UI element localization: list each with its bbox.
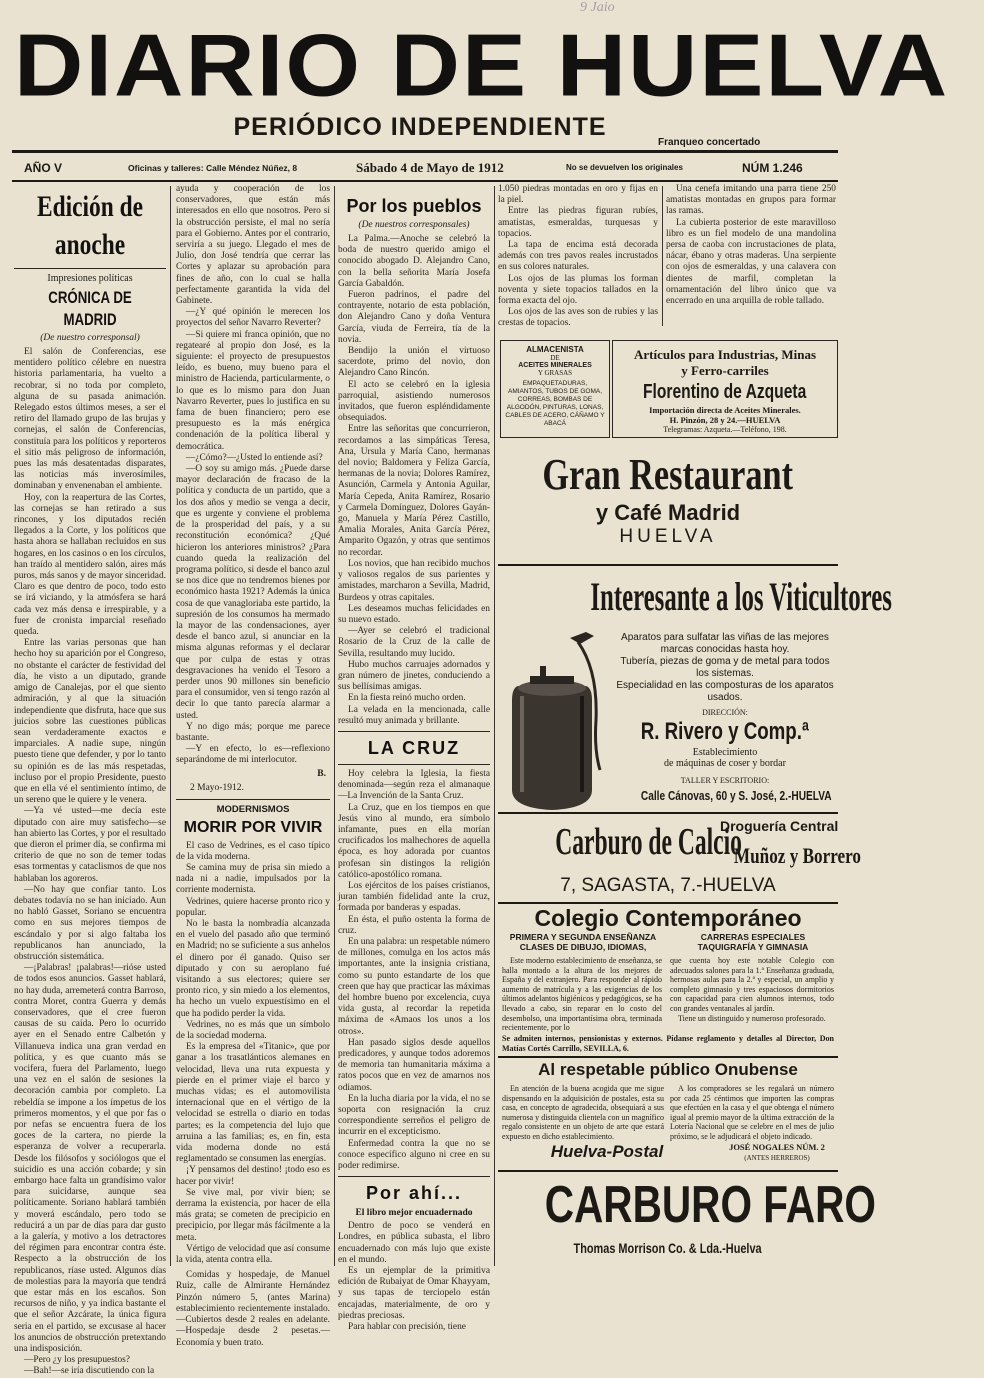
ad-text: En atención de la buena acogida que me sigue dispensando en la adquisición de postales, esta su casa, en concepto de agradecida, obsequiará a sus numerosa y distinguida clientela con un magnífico regalo consistente en un objeto de arte que estará expuesto en dicho establecimiento. (502, 1084, 664, 1141)
paragraph: Es un ejemplar de la primitiva edición de Rubaiyat de Omar Khayyam, y sus tapas de terciopelo están encajadas, materialmente, de oro y piedras preciosas. (338, 1266, 490, 1321)
column-divider (170, 186, 171, 1266)
paragraph: Se vive mal, por vivir bien; se derrama la existencia, por hacer de ella más grata; se cometen de precipicio en precipicio, por llegar más fácilmente a la meta. (176, 1187, 330, 1243)
ad-column (670, 956, 834, 1023)
ad-text: y Ferro-carriles (681, 363, 769, 378)
paragraph: Entre las señoritas que concurrieron, recordamos a las simpáticas Teresa, Ana, Ursula y María Cano, hermanas del novio; Baldomera y Feliza García, hermanas de la novia; Dolores Ramírez, Asunción, Carmela y Antonia Aguilar, María Cepeda, Anita Ramírez, Rosario y Carmela Domínguez, Dolores Gayán-go, Manuela y María Pérez Castillo, Amalia Morales, Anita García Pérez, Amparito Ogazón, y otras que sentimos no recordar. (338, 424, 490, 558)
ad-headline (498, 450, 838, 500)
rule (498, 564, 838, 566)
ad-text: EMPAQUETADURAS, AMIANTOS, TUBOS DE GOMA, CORREAS, BOMBAS DE ALGODÓN, PINTURAS, LONAS, CABLES DE ACERO, CÁÑAMO Y ABACÁ (505, 380, 605, 427)
ad-column (502, 956, 662, 1033)
ad-headline: Colegio Contemporáneo (534, 905, 802, 931)
paragraph: 1.050 piedras montadas en oro y fijas en la piel. (498, 184, 658, 206)
paragraph: Comidas y hospedaje, de Manuel Ruiz, calle de Almirante Hernández Pinzón número 5, (antes Marina) establecimiento recientemente instalado. —Cubiertos desde 2 reales en adelante. —Hospedaje desde 2 pesetas.—Economía y buen trato. (176, 1270, 330, 1348)
ad-carburo-calcio (498, 814, 862, 900)
ad-almacenista (500, 340, 610, 438)
paragraph: Los ojos de las plumas los forman noventa y siete topacios tallados en la forma exacta del ojo. (498, 273, 658, 307)
ad-publico (498, 1058, 838, 1168)
ad-headline (498, 568, 892, 626)
ad-text: que cuenta hoy este notable Colegio con adecuados salones para la 1.ª Enseñanza graduada, hermosas aulas para la 2.ª y especial, un amplio y completo gimnasio y tres espaciosos dormitorios con capacidad para cien alumnos internos, todo con grandes ventanales al jardín. (670, 956, 834, 1013)
ad-body (614, 632, 836, 769)
paragraph: Vedrines, quiere hacerse pronto rico y popular. (176, 896, 330, 918)
ad-headline-text: Carburo de Calcio (555, 821, 742, 863)
ad-text: TALLER Y ESCRITORIO: (680, 776, 770, 785)
ad-text: Importación directa de Aceites Minerales. (649, 405, 801, 415)
ad-text: Aparatos para sulfatar las viñas de las mejores marcas conocidas hasta hoy. (621, 632, 829, 655)
column-3 (338, 184, 491, 1333)
paragraph: —Pero ¿y los presupuestos? (24, 1355, 130, 1366)
paragraph: Vértigo de velocidad que así consume la vida, atenta contra ella. (176, 1243, 330, 1266)
paragraph: Los novios, que han recibido muchos y valiosos regalos de sus parientes y amistades, marcharon a Sevilla, Madrid, Burdeos y otras capitales. (338, 558, 490, 603)
paragraph: Entre las piedras figuran rubíes, amatistas, esmeraldas, turquesas y topacios. (498, 206, 658, 239)
paragraph: Hubo muchos carruajes adornados y gran número de jinetes, conduciendo a sus bellísimas amigas. (338, 659, 490, 693)
ad-text-inner: Calle Cánovas, 60 y S. José, 2.-HUELVA (640, 788, 832, 803)
article-headline: Por ahí... (365, 1183, 463, 1204)
paragraph: —O soy su amigo más. ¿Puede darse mayor declaración de fracaso de la política y conducta de un partido, que a los dos años y medio se venga a decir, que es urgente y conviene el problema de la prosperidad del país, y a su reconstitución económica? ¿Qué hicieron los anteriores ministros? ¿Para cuando queda la realización del programa político, si desde el banco azul se nos dice que no tendremos bienes por económico hasta 1921? Además la única cosa de que vanagloriaba este partido, la supresión de los consumos ha mermado la mayor de las condensaciones, ayer desde el banco azul, si anunciar en la misma algunas reformas y el declarar que por culpa de estas y otras desgravaciones ha venido el Tesoro a perder unos 90 millones sin beneficio para el consumidor, ven si tengo razón al decir lo que tanto parecía alarmar a usted. (176, 464, 330, 721)
ad-text: 7, SAGASTA, 7.-HUELVA (560, 875, 776, 896)
paragraph: —Bah!—se iría discutiendo con la (24, 1366, 155, 1377)
paragraph: Bendijo la unión el virtuoso sacerdote, primo del novio, don Alejandro Cano Rincón. (338, 346, 490, 379)
offices-address: Oficinas y talleres: Calle Méndez Núñez, 8 (128, 163, 298, 173)
rule (338, 731, 490, 732)
paragraph: La velada en la mencionada, calle resultó muy animada y brillante. (338, 704, 490, 726)
ad-text: Huelva-Postal (550, 1142, 664, 1161)
paragraph: Hoy celebra la Iglesia, la fiesta denominada—según reza el almanaque—La Invención de la Santa Cruz. (338, 768, 490, 802)
ad-headline-text: Gran Restaurant (542, 450, 794, 499)
year-label: AÑO V (24, 161, 63, 175)
paragraph: Una cenefa imitando una parra tiene 250 amatistas montadas en grupos para formar las ramas. (666, 184, 836, 217)
ad-headline: Al respetable público Onubense (538, 1060, 798, 1079)
paragraph: Es la empresa del «Titanic», que por ganar a los trasatlánticos alemanes en velocidad, lleva una ruta expuesta y pierde en el primer viaje el barco y muchas vidas; es el automovilista internacional que en el vértigo de la velocidad se estrella o diario en todas partes; es la competencia del lujo que arruina a las familias; es, en fin, esta vida moderna donde no está reglamentado se consumen las energías. (176, 1042, 330, 1165)
ad-text: CLASES DE DIBUJO, IDIOMAS, (519, 942, 647, 952)
ad-text (716, 842, 862, 870)
rule (338, 1176, 490, 1177)
ad-text: de máquinas de coser y bordar (664, 758, 786, 769)
paragraph: La Palma.—Anoche se celebró la boda de nuestro querido amigo el conocido abogado D. Alejandro Cano, con la bella señorita María Josefa García Gabaldón. (338, 234, 490, 289)
section-heading: El libro mejor encuadernado (355, 1208, 473, 1219)
article-headline: MORIR POR VIVIR (183, 818, 323, 836)
ad-text: HUELVA (619, 526, 717, 547)
column-divider (334, 186, 335, 1266)
paragraph: —Y en efecto, lo es—reflexiono separándome de mi interlocutor. (176, 744, 330, 766)
paragraph: Les deseamos muchas felicidades en su nuevo estado. (338, 603, 490, 625)
paragraph: La cubierta posterior de este maravilloso libro es un fiel modelo de una mandolina persa de caoba con incrustaciones de plata, nácar, ébano y otras maderas. Una serpiente con ojos de esmeraldas, y una calavera con dientes de marfil, completan la ornamentación del libro único que va encerrado en una arquilla de roble tallado. (666, 217, 836, 307)
paragraph: —¿Cómo?—¿Usted lo entiende así? (186, 452, 323, 463)
paragraph: Fueron padrinos, el padre del contrayente, notario de esta población, don Alejandro Cano y doña Ventura García, viuda de Ferreira, tía de la novia. (338, 290, 490, 345)
column-divider (662, 186, 663, 326)
paragraph: Para hablar con precisión, tiene (348, 1322, 466, 1333)
ad-headline-text: Interesante a los Viticultores (590, 574, 892, 619)
paragraph: Enfermedad contra la que no se conoce específico alguno ni cree en su poder redimirse. (338, 1138, 490, 1172)
ad-text: Se admiten internos, pensionistas y externos. Pídanse reglamento y detalles al Director, Don Matías Cortés Carrillo, SEVILLA, 6. (502, 1034, 834, 1053)
paragraph: Vedrines, no es más que un símbolo de la sociedad moderna. (176, 1019, 330, 1042)
rule (338, 764, 490, 765)
edition-heading (14, 188, 166, 264)
rule (14, 268, 166, 269)
section-heading: MODERNISMOS (216, 803, 290, 815)
ad-text: PRIMERA Y SEGUNDA ENSEÑANZA (509, 932, 657, 942)
paragraph: La Cruz, que en los tiempos en que Jesús vino al mundo, era símbolo infamante, pues en ella morían crucificados los malhechores de aquella época, es hoy adorada por cuantos profesan sin distingos la religión católico-apostólico romana. (338, 802, 490, 880)
signature: B. (317, 768, 326, 779)
masthead-rule-top (12, 150, 838, 153)
masthead-rule-bottom (12, 180, 838, 182)
ad-headline (613, 379, 837, 405)
ad-text: CARRERAS ESPECIALES (700, 932, 806, 942)
issue-date: Sábado 4 de Mayo de 1912 (356, 160, 504, 175)
paragraph: —¿Y qué opinión le merecen los proyectos del señor Navarro Reverter? (176, 307, 330, 329)
ad-headline (614, 717, 836, 747)
paragraph: Y no digo más; porque me parece bastante. (176, 721, 330, 743)
paragraph: En la lucha diaria por la vida, el no se soporta con resignación la cruz correspondiente serreños el peligro de incurrir en el excepticismo. (338, 1093, 490, 1138)
column-2 (176, 184, 330, 1348)
masthead-subtitle: PERIÓDICO INDEPENDIENTE (233, 113, 607, 141)
edition-heading-text: Edición de anoche (37, 190, 143, 261)
paragraph: ayuda y cooperación de los conservadores, que están más interesados en ello que nosotros. Pero si la obstrucción persiste, el mal no sería para el Gobierno. Antes por el contrario, serviría a su juego. Llegado el mes de Julio, don José tendría que cerrar las Cortes y aplazar su aprobación para fines de año, con lo cual se halla perfectamente garantida la vida del Gabinete. (176, 184, 330, 307)
franqueo-note: Franqueo concertado (658, 137, 761, 148)
ad-text: ACEITES MINERALES (518, 362, 592, 369)
sulphating-sprayer-illustration (500, 630, 610, 820)
paragraph: El acto se celebró en la iglesia parroquial, asistiendo numerosos invitados, que fueron espléndidamente obsequiados. (338, 379, 490, 424)
paragraph: Han pasado siglos desde aquellos predicadores, y aunque todos adoremos de memoria tan humanitaria máxima a ratos pocos que en vez de amarnos nos odiamos. (338, 1037, 490, 1093)
column-4 (498, 184, 658, 330)
article-headline: LA CRUZ (367, 737, 461, 758)
ad-headline-text: CARBURO FARO (544, 1176, 876, 1234)
paragraph: La tapa de encima está decorada además con tres pavos reales incrustados en sus colores naturales. (498, 240, 658, 273)
ad-text: DE (550, 354, 560, 362)
ad-text-inner: Thomas Morrison Co. & Lda.-Huelva (573, 1240, 763, 1256)
paragraph: —Si quiere mi franca opinión, que no regatearé al propio don José, es la siguiente: el proyecto de presupuestos leído, es bueno, muy bueno para el ministro de Hacienda, particularmente, o lo que es lo mismo para don Juan Navarro Reverter, pues lo justifica en su fama de buen financiero; pero ese presupuesto es la más enérgica condenación de la política liberal y democrática. (176, 329, 330, 452)
issue-number: NÚM 1.246 (742, 161, 803, 175)
ad-restaurant (498, 450, 838, 560)
ad-headline (498, 1172, 876, 1238)
paragraph: —No hay que confiar tanto. Los debates todavía no se han iniciado. Aun no habló Gasset, Soriano se encuentra como en sus mejores tiempos de escándalo y por si algo faltaba los republicanos han anunciado, la obstrucción sistemática. (14, 884, 166, 962)
paragraph: El salón de Conferencias, ese mentidero político célebre en nuestra historia parlamentaria, ha vuelto a recobrar, si no toda por completo, alguna de su pasada animación. Relegado estos últimos meses, a ser el retiro del llamado grupo de las brujas y cornejas, el salón de Conferencias, constituía para los políticos y reporteros el sitio más peligroso de información, pues las más desatentadas disparates, las noticias más inverosímiles, dominaban y envenenaban el ambiente. (14, 347, 166, 492)
ad-right-block (668, 932, 838, 952)
ad-text: JOSÉ NOGALES NÚM. 2 (729, 1142, 825, 1152)
ad-text: ALMACENISTA (526, 345, 584, 354)
ad-headline-text: R. Rivero y Comp.ª (640, 718, 810, 745)
masthead-title: DIARIO DE HUELVA (14, 16, 950, 115)
paragraph: Entre las varias personas que han hecho hoy su aparición por el Congreso, no obstante el carácter de festividad del día, he visto a un diputado, grande amigo de Canalejas, por el que siento admiración, y al que la situación independiente que disfruta, hace que sus juicios sobre las cuestiones públicas sean verdaderamente exactos e imparciales. A nadie supe, ningún puesto tiene que defender, y por lo tanto su opinión es de las más respetadas, incluso por el propio Presidente, puesto que en ella vé el sentimiento íntimo, de un sereno que le quiere y le venera. (14, 638, 166, 806)
article-headline (14, 287, 166, 331)
ad-column (670, 1084, 834, 1142)
ad-text: Tiene un distinguido y numeroso profesorado. (678, 1013, 826, 1023)
article-headline-text: CRÓNICA DE MADRID (48, 288, 132, 329)
ad-column (502, 1084, 664, 1142)
dateline: 2 Mayo-1912. (190, 782, 244, 793)
ad-text: Tubería, piezas de goma y de metal para todos los sistemas. (620, 656, 830, 679)
paragraph: En la fiesta reinó mucho orden. (348, 693, 466, 704)
paragraph: —Ayer se celebró el tradicional Rosario de la Cruz de la calle de Sevilla, resultando muy lucido. (338, 626, 490, 659)
ad-text: Especialidad en las composturas de los aparatos usados. (616, 680, 834, 703)
ad-text: Establecimiento (692, 747, 758, 758)
ad-text: Este moderno establecimiento de enseñanza, se halla montado a la altura de los mejores de España y del extranjero. Para responder al rápido aumento de matrícula y a las exigencias de los últimos adelantos higiénicos y pedagógicos, se ha llevado a cabo, sin reparar en lo costo del desembolso, una importantísima obra, terminada recientemente, por lo (502, 956, 662, 1033)
paragraph: En ésta, el puño ostenta la forma de cruz. (338, 914, 490, 936)
ad-text: Droguería Central (720, 818, 839, 834)
ad-text: Y GRASAS (537, 369, 573, 377)
handwritten-stamp: 9 Jaio (580, 0, 615, 15)
paragraph: —¡Palabras! ¡palabras!—rióse usted de todos esos anuncios. Gasset hablará, no hay duda, arremeterá contra Barroso, contra Moret, contra Guerra y demás conservadores, que el cree fueron causas de su caída. Pero lo ocurrido ayer en el Senado entre Calbetón y Villanueva indica una gran verdad en política, y es que cuanto más se vocifera, fuera del Parlamento, luego una vez en el salón de sesiones la decoración cambia por completo. La rebeldía se impone a los ímpetus de los primeros momentos, y el que por fas o por nefas se encuentra fuera de los goces de la cartera, no pierde la esperanza de volver a recuperarla. Desde los filósofos y sociólogos que el suicidio es una acción cobarde; y sin embargo hace falta un grandísimo valor para suicidarse, aunque sea políticamente. Soriano hablará también y moverá escándalo, pero todo se reducirá a un par de días para dar gusto a la galería, y motivo a los detractores del régimen para encontrar contra éste. Respecto a la obstrucción de los republicanos, ríase usted. Algunos días de molestias para la mayoría que tendrá que estar más en los escaños. Son recursos de niño, y ya indica bastante el que el señor Azcárate, la única figura seria en el partido, se excusase al hacer los anuncios de obstrucción pretextando una indisposición. (14, 963, 166, 1355)
paragraph: No le basta la nombradía alcanzada en el vuelo del pasado año que terminó en Madrid; no se suficiente a sus anhelos el dinero por él ganado. Quiso ser diputado y con su aeroplano fué visitando a sus electores; quiere ser pronto rico, y sin miedo a los elementos, ha hecho un vuelo expuestísimo en el que ha podido perder la vida. (176, 918, 330, 1019)
paragraph: En una palabra: un respetable número de millones, comulga en los actos más importantes, ante la insignia cristiana, como su punto estandarte de los que creen que hay que practicar las máximas del hombre bueno por excelencia, cuya vida gusta, al recordar la repetida máxima de «Amaos los unos a los otros». (338, 936, 491, 1037)
ad-text: TAQUIGRAFÍA Y GIMNASIA (697, 942, 809, 952)
column-1 (14, 184, 166, 1377)
byline: (De nuestro corresponsal) (40, 333, 140, 343)
paragraph: Dentro de poco se venderá en Londres, en pública subasta, el libro encuadernado con más lujo que existe en el mundo. (338, 1221, 490, 1265)
ad-text: y Café Madrid (595, 500, 741, 525)
ad-azqueta (612, 340, 838, 438)
ad-headline-text: Florentino de Azqueta (643, 381, 807, 403)
paragraph: Se camina muy de prisa sin miedo a nada ni a nadie, impulsados por la corriente modernista. (176, 862, 330, 896)
paragraph: —Ya vé usted—me decía este diputado con aire muy satisfecho—se han abierto las Cortes, y por el resultado que dieron el primer día, se confirma mi criterio de que no son de temer todas esas tormentas y cataclismos de que nos hablaban los agoreros. (14, 806, 166, 884)
ad-text: DIRECCIÓN: (702, 708, 748, 717)
paragraph: El caso de Vedrines, es el caso típico de la vida moderna. (176, 840, 330, 862)
column-5 (666, 184, 836, 330)
rule (176, 799, 330, 800)
ad-text: H. Pinzón, 28 y 24.—HUELVA (669, 415, 781, 425)
section-heading: Impresiones políticas (47, 273, 133, 284)
ad-text (614, 788, 836, 803)
article-headline: Por los pueblos (346, 196, 482, 216)
ad-text: Artículos para Industrias, Minas (633, 347, 817, 362)
ad-text: A los compradores se les regalará un número por cada 25 céntimos que importen las compras que efectúen en la casa y el que obtenga el número igual al premio mayor de la última extracción de la Lotería Nacional que se celebre en el mes de julio próximo, se le adjudicará el objeto indicado. (670, 1084, 834, 1141)
ad-text (498, 1238, 838, 1258)
paragraph: Los ojos de las aves son de rubíes y las crestas de topacios. (498, 307, 658, 329)
paragraph: Hoy, con la reapertura de las Cortes, las cornejas se han retirado a sus rincones, y los diputados recién llegados a la Corte, y los políticos que hasta ahora se hallaban recluidos en sus hogares, en los casinos o en los círculos, han traído al mentidero salón, aires más puros, más sanos y de mayor sinceridad. Claro es que dentro de poco, todo esto se irá viciando, y la atmósfera se hará cada vez más densa e irrespirable, y a fuer de cronista imparcial reseñado queda. (14, 492, 166, 638)
ad-headline (498, 814, 742, 870)
paragraph: ¡Y pensamos del destino! ¡todo eso es hacer por vivir! (176, 1165, 330, 1187)
ad-carburo-faro (498, 1172, 876, 1270)
byline: (De nuestros corresponsales) (358, 220, 470, 230)
column-divider (494, 186, 495, 1266)
originals-note: No se devuelven los originales (566, 163, 683, 172)
ad-text: (ANTES HERREROS) (744, 1154, 810, 1162)
ad-text: Telegramas: Azqueta.—Teléfono, 198. (663, 425, 787, 434)
paragraph: Los ejércitos de los países cristianos, juran también fidelidad ante la cruz, formada por banderas y espadas. (338, 880, 490, 914)
ad-text-inner: Muñoz y Borrero (733, 843, 862, 868)
ad-left-block (498, 932, 668, 952)
ad-colegio (498, 904, 838, 1052)
